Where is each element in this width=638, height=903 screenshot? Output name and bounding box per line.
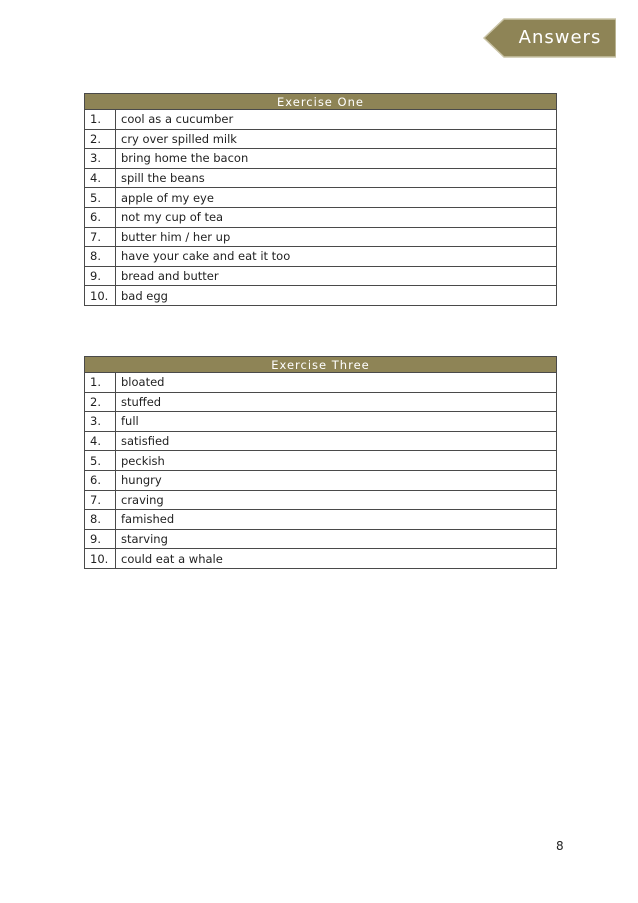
row-answer: have your cake and eat it too (116, 247, 557, 267)
page-number: 8 (556, 839, 564, 853)
row-answer: bloated (116, 373, 557, 393)
row-number: 3. (85, 149, 116, 169)
table-row (85, 247, 557, 267)
row-answer: hungry (116, 470, 557, 490)
row-answer: famished (116, 510, 557, 530)
table-row (85, 392, 557, 412)
row-answer: cry over spilled milk (116, 129, 557, 149)
row-number: 5. (85, 451, 116, 471)
table-row (85, 451, 557, 471)
row-number: 9. (85, 266, 116, 286)
row-number: 7. (85, 490, 116, 510)
table-row (85, 110, 557, 130)
table-row (85, 373, 557, 393)
row-number: 4. (85, 168, 116, 188)
row-number: 8. (85, 510, 116, 530)
table-row (85, 412, 557, 432)
table-row (85, 431, 557, 451)
row-answer: cool as a cucumber (116, 110, 557, 130)
table-row (85, 188, 557, 208)
row-answer: full (116, 412, 557, 432)
row-number: 10. (85, 549, 116, 569)
answers-tab (482, 18, 616, 58)
row-number: 5. (85, 188, 116, 208)
row-number: 10. (85, 286, 116, 306)
exercise-three-table (84, 356, 557, 569)
row-answer: bring home the bacon (116, 149, 557, 169)
row-answer: apple of my eye (116, 188, 557, 208)
table-row (85, 286, 557, 306)
row-number: 6. (85, 470, 116, 490)
exercise-one-body (85, 110, 557, 306)
exercise-one-title: Exercise One (85, 94, 557, 110)
row-number: 2. (85, 392, 116, 412)
row-answer: bad egg (116, 286, 557, 306)
row-answer: stuffed (116, 392, 557, 412)
row-number: 7. (85, 227, 116, 247)
table-row (85, 490, 557, 510)
row-number: 9. (85, 529, 116, 549)
table-row (85, 529, 557, 549)
row-number: 4. (85, 431, 116, 451)
table-row (85, 227, 557, 247)
exercise-three-body (85, 373, 557, 569)
exercise-three-title: Exercise Three (85, 357, 557, 373)
row-number: 6. (85, 207, 116, 227)
table-row (85, 129, 557, 149)
row-number: 3. (85, 412, 116, 432)
row-answer: starving (116, 529, 557, 549)
row-answer: spill the beans (116, 168, 557, 188)
row-answer: peckish (116, 451, 557, 471)
table-row (85, 168, 557, 188)
table-row (85, 470, 557, 490)
row-answer: not my cup of tea (116, 207, 557, 227)
row-number: 8. (85, 247, 116, 267)
answers-label: Answers (518, 27, 602, 48)
exercise-one-table (84, 93, 557, 306)
table-row (85, 149, 557, 169)
row-answer: bread and butter (116, 266, 557, 286)
table-row (85, 510, 557, 530)
table-row (85, 549, 557, 569)
table-row (85, 266, 557, 286)
row-number: 1. (85, 110, 116, 130)
row-answer: could eat a whale (116, 549, 557, 569)
table-row (85, 207, 557, 227)
row-number: 1. (85, 373, 116, 393)
row-answer: craving (116, 490, 557, 510)
row-answer: butter him / her up (116, 227, 557, 247)
row-number: 2. (85, 129, 116, 149)
row-answer: satisfied (116, 431, 557, 451)
